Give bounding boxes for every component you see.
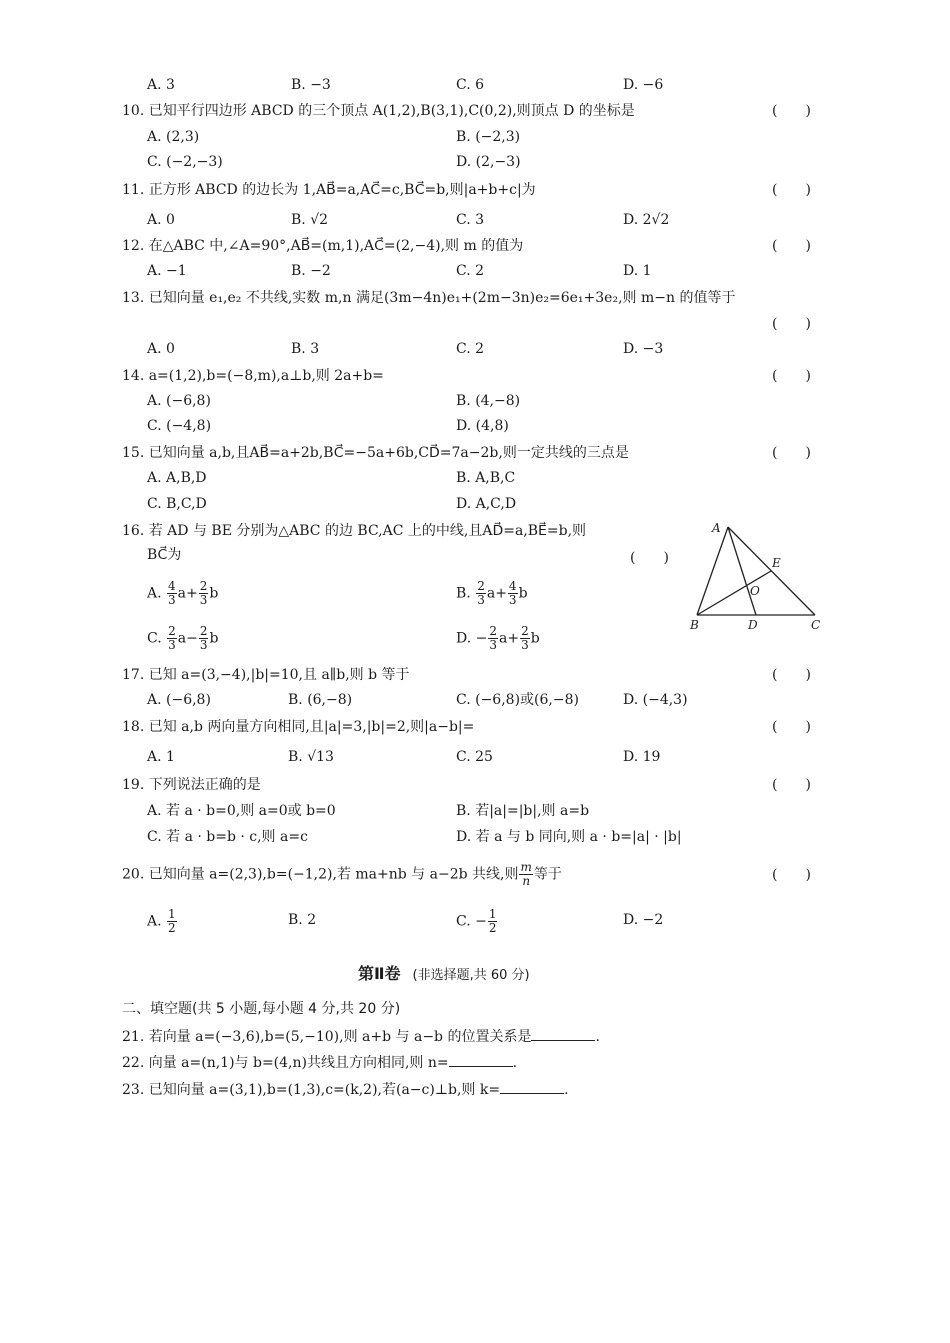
q16-option-c: C. $\frac{2}{3}$ a− $\frac{2}{3}$ b xyxy=(147,624,219,652)
section2-heading: 二、填空题(共 5 小题,每小题 4 分,共 20 分) xyxy=(122,1001,401,1017)
q13-option-a: A. 0 xyxy=(147,341,175,357)
q15-option-a: A. A,B,D xyxy=(147,470,207,486)
q17-stem: 17. 已知 a=(3,−4),|b|=10,且 a∥b,则 b 等于 xyxy=(122,667,410,683)
q17-option-c: C. (−6,8)或(6,−8) xyxy=(456,692,579,708)
q16-option-b: B. $\frac{2}{3}$ a+ $\frac{4}{3}$ b xyxy=(456,579,528,607)
q10-option-c: C. (−2,−3) xyxy=(147,154,223,170)
q21: 21. 若向量 a=(−3,6),b=(5,−10),则 a+b 与 a−b 的位置关系是 . xyxy=(122,1026,600,1047)
q16-answer-paren: ( ) xyxy=(630,550,669,566)
q9-option-c: C. 6 xyxy=(456,77,485,93)
q14-option-a: A. (−6,8) xyxy=(147,393,211,409)
label-a: A xyxy=(712,521,721,535)
side-ac xyxy=(728,527,815,615)
part2-subtitle: (非选择题,共 60 分) xyxy=(412,968,530,983)
part2-title: 第Ⅱ卷 (非选择题,共 60 分) xyxy=(358,964,530,983)
q18-option-c: C. 25 xyxy=(456,749,493,765)
q13-option-c: C. 2 xyxy=(456,341,485,357)
q14-answer-paren: ( ) xyxy=(772,368,811,384)
q20-answer-paren: ( ) xyxy=(772,867,811,883)
q16-stem: 16. 若 AD 与 BE 分别为△ABC 的边 BC,AC 上的中线,且AD⃗=a,BE⃗=b,则 xyxy=(122,523,587,539)
q12-option-a: A. −1 xyxy=(147,263,187,279)
q20-option-a: A. $\frac{1}{2}$ xyxy=(147,907,176,935)
q19-option-a: A. 若 a · b=0,则 a=0或 b=0 xyxy=(147,803,336,819)
q23-answer-blank[interactable] xyxy=(500,1079,564,1094)
q10-stem: 10. 已知平行四边形 ABCD 的三个顶点 A(1,2),B(3,1),C(0,2),则顶点 D 的坐标是 xyxy=(122,103,635,119)
side-ab xyxy=(697,527,728,615)
q12-option-c: C. 2 xyxy=(456,263,485,279)
q17-option-a: A. (−6,8) xyxy=(147,692,211,708)
q15-option-b: B. A,B,C xyxy=(456,470,516,486)
q10-option-d: D. (2,−3) xyxy=(456,154,521,170)
q18-option-b: B. √13 xyxy=(288,749,334,765)
q10-answer-paren: ( ) xyxy=(772,103,811,119)
q22-answer-blank[interactable] xyxy=(449,1052,513,1067)
q14-stem: 14. a=(1,2),b=(−8,m),a⊥b,则 2a+b= xyxy=(122,368,384,384)
q9-option-d: D. −6 xyxy=(623,77,664,93)
q19-stem: 19. 下列说法正确的是 xyxy=(122,777,261,793)
q16-option-a: A. $\frac{4}{3}$ a+ $\frac{2}{3}$ b xyxy=(147,579,219,607)
q12-option-b: B. −2 xyxy=(291,263,331,279)
label-o: O xyxy=(750,584,760,598)
label-e: E xyxy=(772,556,781,570)
q18-option-d: D. 19 xyxy=(623,749,661,765)
label-c: C xyxy=(811,618,821,632)
q14-option-c: C. (−4,8) xyxy=(147,418,212,434)
q20-option-b: B. 2 xyxy=(288,912,317,928)
label-d: D xyxy=(748,618,758,632)
q19-option-c: C. 若 a · b=b · c,则 a=c xyxy=(147,829,308,845)
q12-option-d: D. 1 xyxy=(623,263,652,279)
median-be xyxy=(697,571,771,615)
q11-stem: 11. 正方形 ABCD 的边长为 1,AB⃗=a,AC⃗=c,BC⃗=b,则|a+b+c|为 xyxy=(122,182,536,198)
q11-option-a: A. 0 xyxy=(147,212,175,228)
q18-answer-paren: ( ) xyxy=(772,719,811,735)
q21-answer-blank[interactable] xyxy=(531,1026,595,1041)
q19-option-b: B. 若|a|=|b|,则 a=b xyxy=(456,803,590,819)
q20-option-c: C. − $\frac{1}{2}$ xyxy=(456,907,497,935)
q14-option-b: B. (4,−8) xyxy=(456,393,521,409)
q10-option-a: A. (2,3) xyxy=(147,129,200,145)
q20-option-d: D. −2 xyxy=(623,912,664,928)
q11-option-b: B. √2 xyxy=(291,212,329,228)
q22: 22. 向量 a=(n,1)与 b=(4,n)共线且方向相同,则 n= . xyxy=(122,1052,517,1073)
q13-option-d: D. −3 xyxy=(623,341,664,357)
q15-answer-paren: ( ) xyxy=(772,445,811,461)
q15-option-c: C. B,C,D xyxy=(147,496,207,512)
q11-option-c: C. 3 xyxy=(456,212,485,228)
q12-stem: 12. 在△ABC 中,∠A=90°,AB⃗=(m,1),AC⃗=(2,−4),则 m 的值为 xyxy=(122,238,524,254)
q17-option-b: B. (6,−8) xyxy=(288,692,353,708)
q17-option-d: D. (−4,3) xyxy=(623,692,688,708)
q13-stem: 13. 已知向量 e₁,e₂ 不共线,实数 m,n 满足(3m−4n)e₁+(2m−3n)e₂=6e₁+3e₂,则 m−n 的值等于 xyxy=(122,290,736,306)
q13-option-b: B. 3 xyxy=(291,341,320,357)
q12-answer-paren: ( ) xyxy=(772,238,811,254)
q23: 23. 已知向量 a=(3,1),b=(1,3),c=(k,2),若(a−c)⊥b,则 k= . xyxy=(122,1079,569,1100)
q15-stem: 15. 已知向量 a,b,且AB⃗=a+2b,BC⃗=−5a+6b,CD⃗=7a−2b,则一定共线的三点是 xyxy=(122,445,629,461)
q9-option-a: A. 3 xyxy=(147,77,175,93)
q18-option-a: A. 1 xyxy=(147,749,175,765)
q15-option-d: D. A,C,D xyxy=(456,496,517,512)
median-ad xyxy=(728,527,756,615)
q19-answer-paren: ( ) xyxy=(772,777,811,793)
label-b: B xyxy=(690,618,699,632)
q19-option-d: D. 若 a 与 b 同向,则 a · b=|a| · |b| xyxy=(456,829,682,845)
q18-stem: 18. 已知 a,b 两向量方向相同,且|a|=3,|b|=2,则|a−b|= xyxy=(122,719,475,735)
q9-option-b: B. −3 xyxy=(291,77,331,93)
q17-answer-paren: ( ) xyxy=(772,667,811,683)
q11-option-d: D. 2√2 xyxy=(623,212,670,228)
q16-stem-line2: BC⃗为 xyxy=(147,547,182,563)
q13-answer-paren: ( ) xyxy=(772,316,811,332)
q20-stem: 20. 已知向量 a=(2,3),b=(−1,2),若 ma+nb 与 a−2b 共线,则 $\frac{m}{n}$ 等于 xyxy=(122,860,562,888)
q14-option-d: D. (4,8) xyxy=(456,418,509,434)
q10-option-b: B. (−2,3) xyxy=(456,129,521,145)
triangle-figure xyxy=(680,515,830,635)
q11-answer-paren: ( ) xyxy=(772,182,811,198)
q16-option-d: D. − $\frac{2}{3}$ a+ $\frac{2}{3}$ b xyxy=(456,624,540,652)
